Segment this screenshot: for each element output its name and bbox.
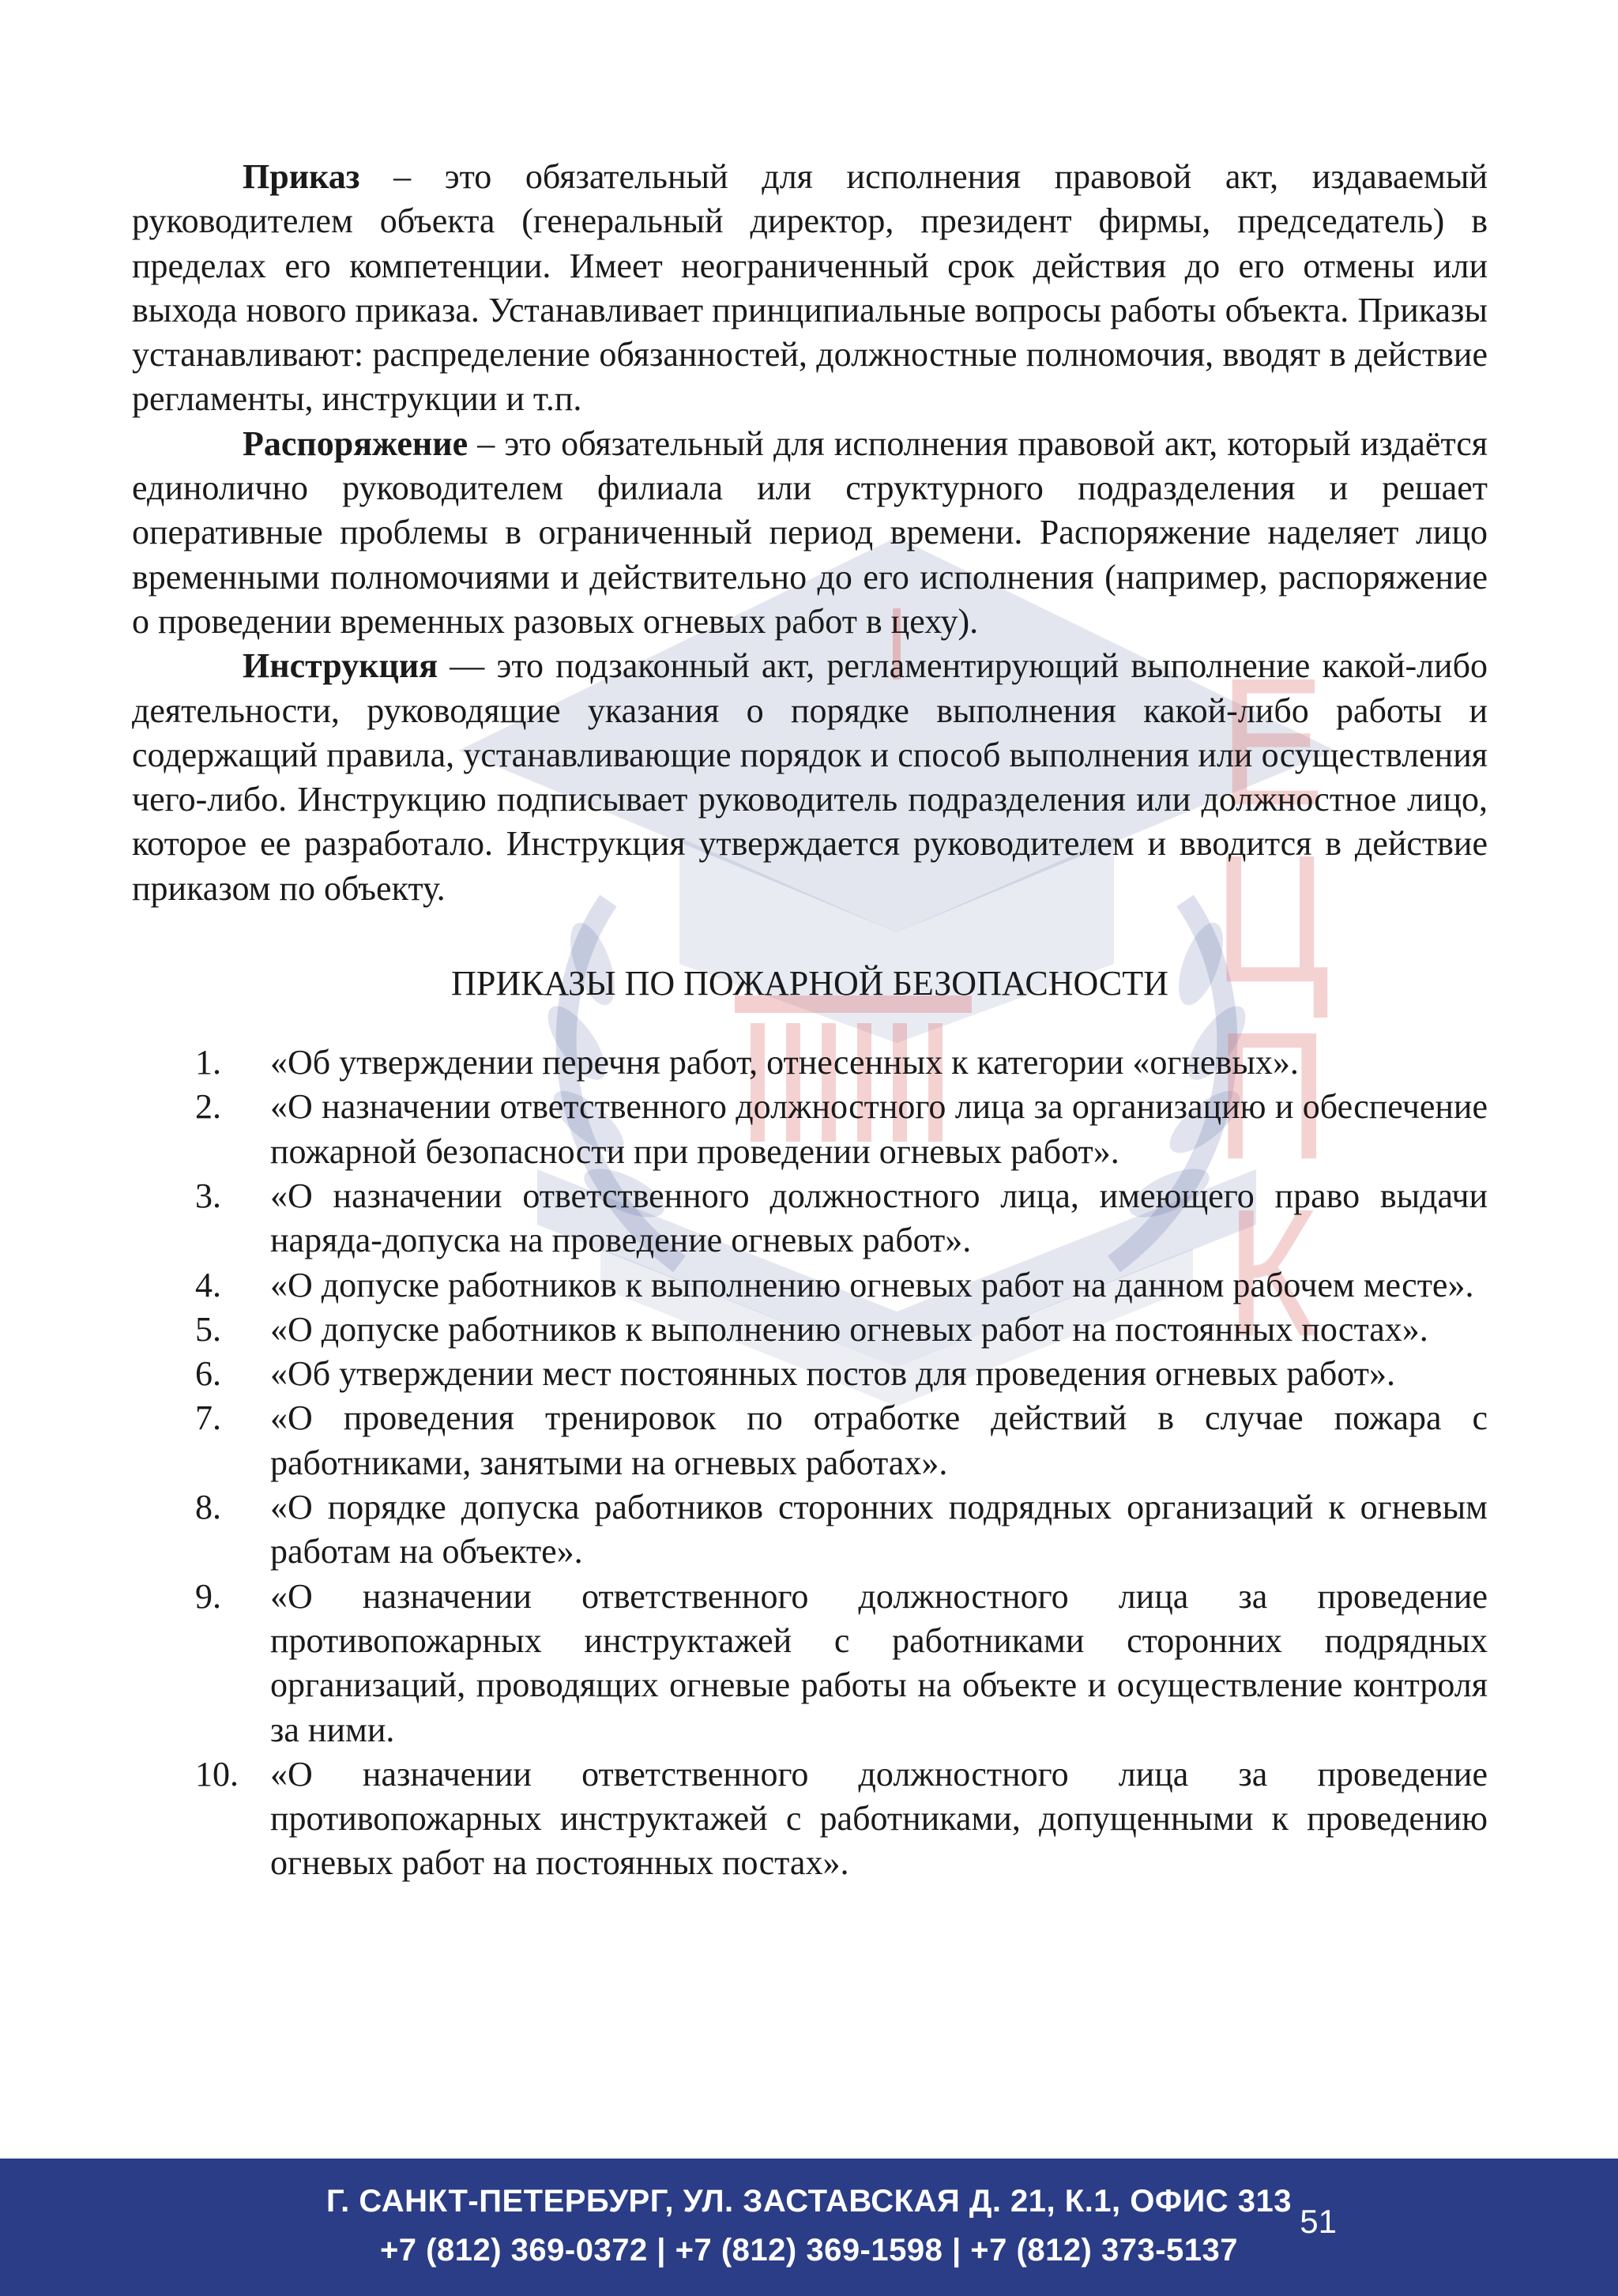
list-item	[132, 1752, 1488, 1886]
list-item	[132, 1041, 1488, 1085]
term-instruction: Инструкция	[243, 646, 438, 686]
list-item-text: «О допуске работников к выполнению огневых работ на постоянных постах».	[270, 1309, 1428, 1349]
list-item-number: 10.	[195, 1754, 239, 1794]
list-item-text: «О проведения тренировок по отработке действий в случае пожара с работниками, занятыми на огневых работах».	[270, 1398, 1488, 1482]
definition-paragraph-directive	[132, 422, 1488, 644]
list-item-number: 8.	[195, 1488, 221, 1527]
list-item-number: 1.	[195, 1043, 221, 1082]
list-item	[132, 1174, 1488, 1263]
list-item	[132, 1308, 1488, 1352]
list-item-text: «О назначении ответственного должностного лица, имеющего право выдачи наряда-допуска на проведение огневых работ».	[270, 1176, 1488, 1260]
list-item-number: 4.	[195, 1265, 221, 1304]
list-item-text: «О допуске работников к выполнению огневых работ на данном рабочем месте».	[270, 1265, 1474, 1304]
watermark-letter: Е	[1219, 641, 1325, 844]
list-item-number: 9.	[195, 1576, 221, 1616]
list-item-number: 3.	[195, 1176, 221, 1215]
list-item-number: 6.	[195, 1354, 221, 1394]
list-item-text: «О назначении ответственного должностного лица за организацию и обеспечение пожарной безопасности при проведении огневых работ».	[270, 1087, 1488, 1171]
watermark-letter: К	[1225, 1172, 1319, 1375]
definition-paragraph-order	[132, 155, 1488, 422]
list-item-number: 5.	[195, 1309, 221, 1349]
footer-phones: +7 (812) 369-0372 | +7 (812) 369-1598 | +7 (812) 373-5137	[379, 2233, 1239, 2268]
orders-list	[132, 1041, 1488, 1886]
list-item	[132, 1396, 1488, 1485]
section-title: ПРИКАЗЫ ПО ПОЖАРНОЙ БЕЗОПАСНОСТИ	[451, 964, 1168, 1003]
definition-text: — это подзаконный акт, регламентирующий выполнение какой-либо деятельности, руководящие указания о порядке выполнения какой-либо работы и содержащий правила, устанавливающие порядок и способ выполнения или осуществления чего-либо. Инструкцию подписывает руководитель подразделения или должностное лицо, которое ее разработало. Инструкция утверждается руководителем и вводится в действие приказом по объекту.	[132, 646, 1488, 908]
term-directive: Распоряжение	[243, 423, 468, 463]
footer-address: Г. САНКТ-ПЕТЕРБУРГ, УЛ. ЗАСТАВСКАЯ Д. 21, К.1, ОФИС 313	[325, 2184, 1293, 2219]
definition-text: – это обязательный для исполнения правовой акт, издаваемый руководителем объекта (генеральный директор, президент фирмы, председатель) в пределах его компетенции. Имеет неограниченный срок действия до его отмены или выхода нового приказа. Устанавливает принципиальные вопросы работы объекта. Приказы устанавливают: распределение обязанностей, должностные полномочия, вводят в действие регламенты, инструкции и т.п.	[132, 157, 1488, 419]
list-item-text: «О назначении ответственного должностного лица за проведение противопожарных инструктажей с работниками, допущенными к проведению огневых работ на постоянных постах».	[270, 1754, 1488, 1883]
list-item	[132, 1575, 1488, 1752]
definition-paragraph-instruction	[132, 641, 1488, 911]
list-item-text: «О назначении ответственного должностного лица за проведение противопожарных инструктажей с работниками сторонних подрядных организаций, проводящих огневые работы на объекте и осуществление контроля за ними.	[270, 1576, 1488, 1749]
watermark-letter: Ц	[1214, 818, 1330, 1021]
watermark-letter: П	[1215, 995, 1329, 1198]
list-item-number: 2.	[195, 1087, 221, 1127]
list-item-text: «Об утверждении перечня работ, отнесенных к категории «огневых».	[270, 1043, 1299, 1082]
list-item-text: «Об утверждении мест постоянных постов для проведения огневых работ».	[270, 1354, 1395, 1394]
list-item	[132, 1085, 1488, 1174]
definition-text: – это обязательный для исполнения правовой акт, который издаётся единолично руководителем филиала или структурного подразделения и решает оперативные проблемы в ограниченный период времени. Распоряжение наделяет лицо временными полномочиями и действительно до его исполнения (например, распоряжение о проведении временных разовых огневых работ в цеху).	[132, 423, 1488, 641]
page-number: 51	[1300, 2203, 1337, 2240]
list-item-number: 7.	[195, 1398, 221, 1438]
list-item	[132, 1485, 1488, 1575]
document-body	[132, 155, 1488, 1886]
list-item-text: «О порядке допуска работников сторонних подрядных организаций к огневым работам на объекте».	[270, 1488, 1488, 1571]
term-order: Приказ	[243, 157, 360, 196]
list-item	[132, 1352, 1488, 1396]
list-item	[132, 1263, 1488, 1308]
page-footer	[0, 2159, 1618, 2296]
